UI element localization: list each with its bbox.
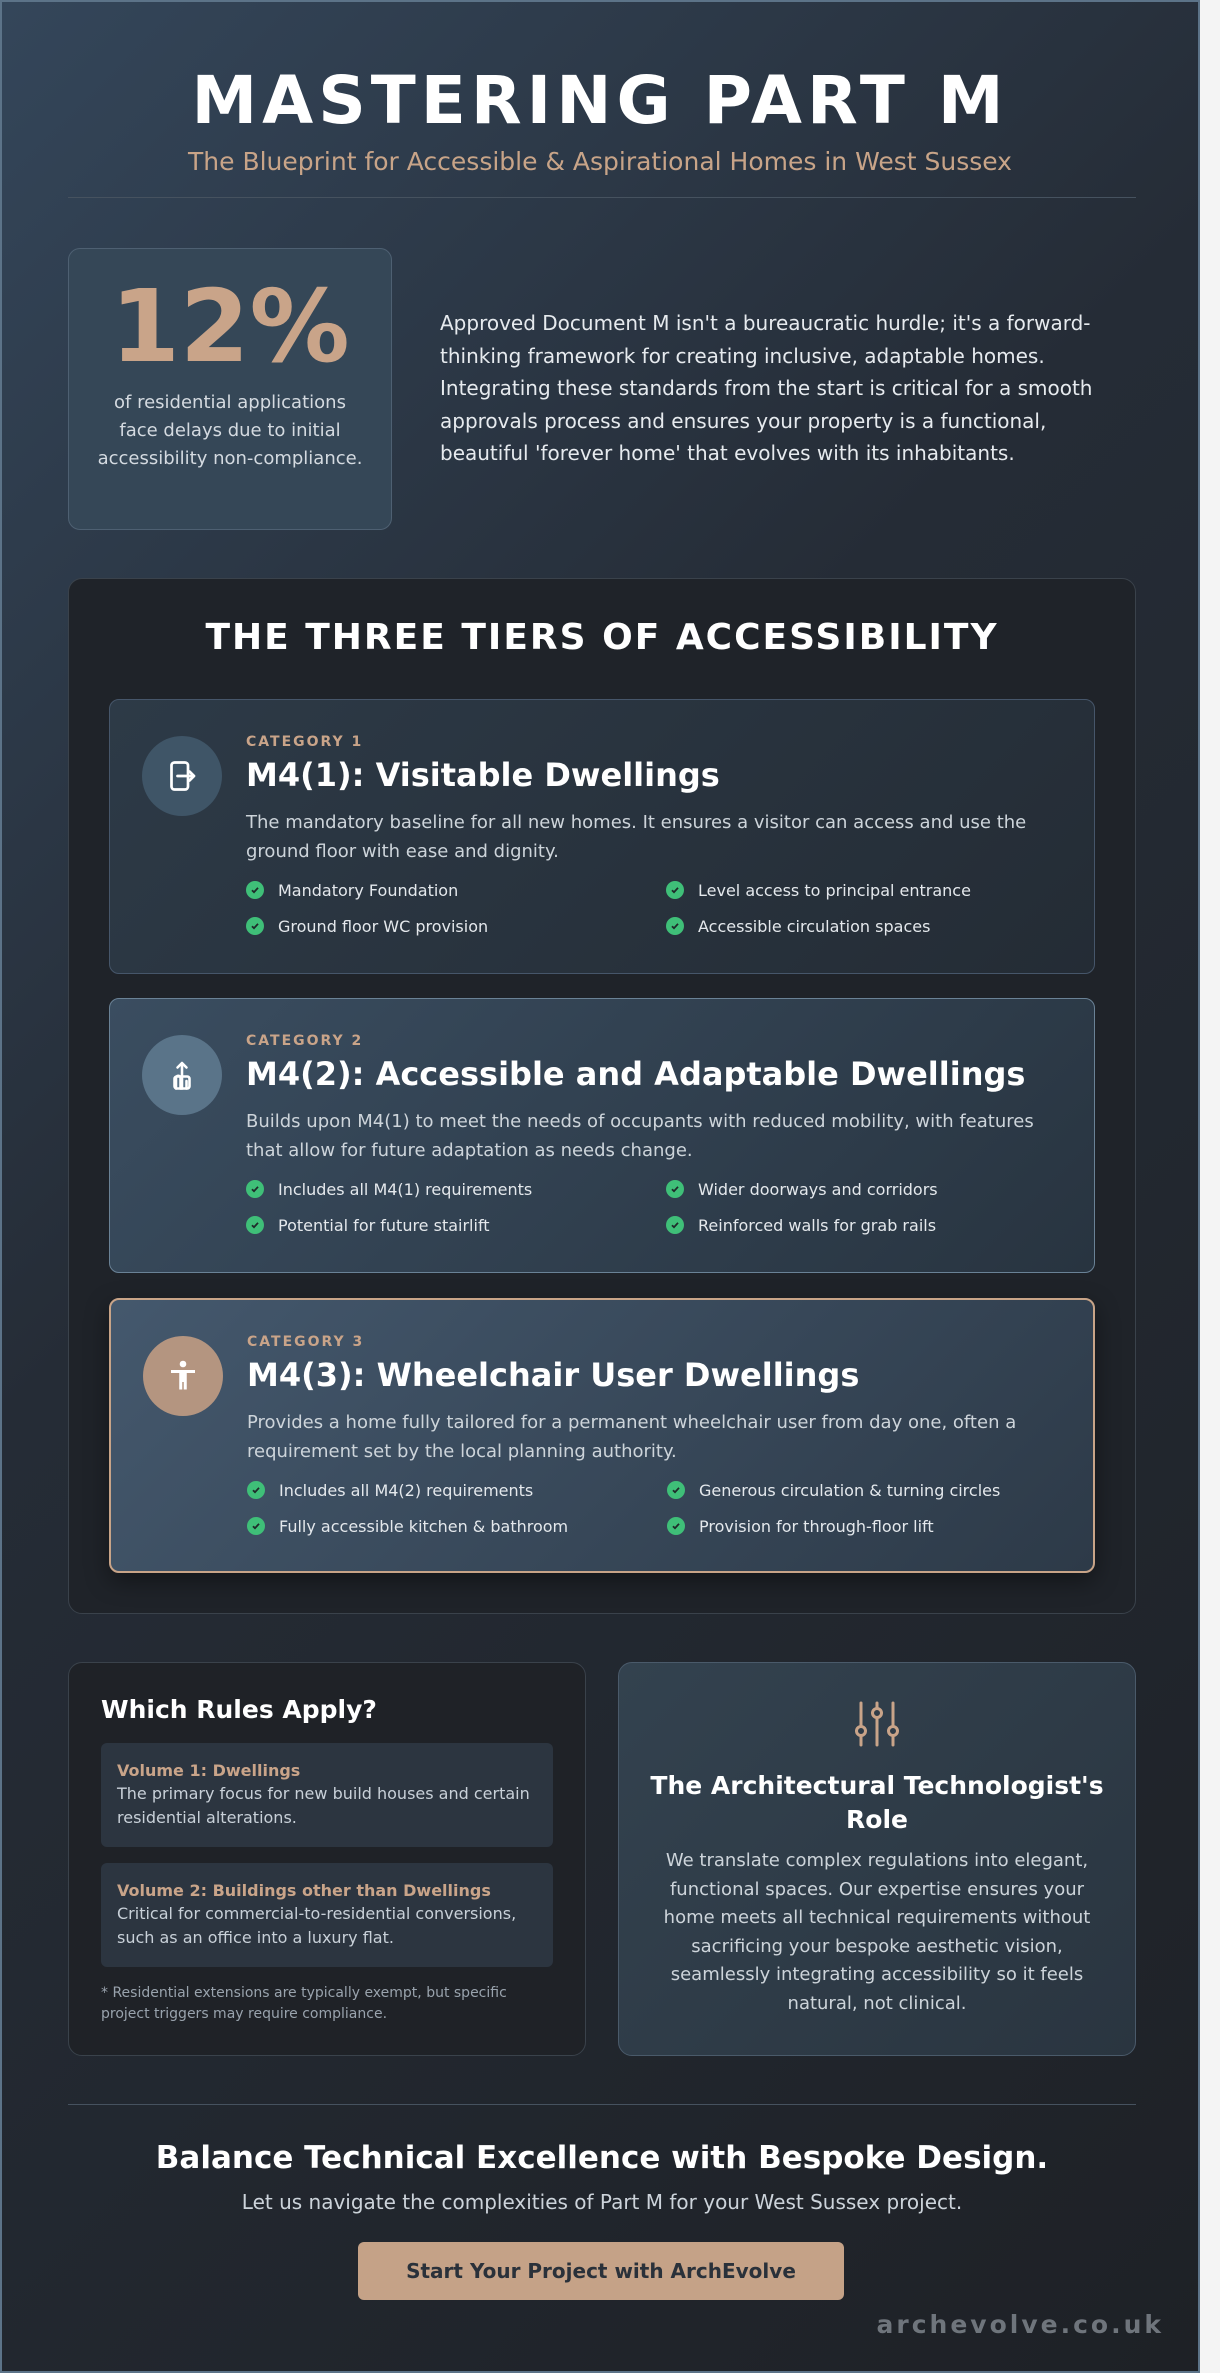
feature-item: Includes all M4(1) requirements	[246, 1177, 666, 1201]
tier-feature-list	[247, 1478, 1067, 1538]
check-icon	[666, 1216, 684, 1234]
role-text: We translate complex regulations into elegant, functional spaces. Our expertise ensures your home meets all technical requirements without sacrificing your bespoke aesthetic vision, seamlessly integrating accessibility so it feels natural, not clinical.	[663, 1850, 1091, 2014]
hand-pointer-icon	[142, 1035, 222, 1115]
tier-feature-list	[246, 1177, 1066, 1237]
page-title: MASTERING PART M	[191, 62, 1009, 139]
tier-description: Builds upon M4(1) to meet the needs of occupants with reduced mobility, with features that allow for future adaptation as needs change.	[246, 1111, 1034, 1161]
check-icon	[667, 1517, 685, 1535]
role-title: The Architectural Technologist's Role	[650, 1771, 1104, 1834]
role-card	[618, 1662, 1136, 2056]
check-icon	[247, 1517, 265, 1535]
tier-name: M4(2): Accessible and Adaptable Dwellings	[246, 1055, 1026, 1093]
feature-item: Includes all M4(2) requirements	[247, 1478, 667, 1502]
check-icon	[246, 1216, 264, 1234]
feature-item: Generous circulation & turning circles	[667, 1478, 1067, 1502]
footer-divider	[68, 2104, 1136, 2105]
tier-category: CATEGORY 3	[247, 1334, 365, 1350]
stat-card	[68, 248, 392, 530]
tier-card-2	[109, 998, 1095, 1273]
volume-text: Critical for commercial-to-residential conversions, such as an office into a luxury flat.	[117, 1904, 517, 1947]
volume-1-box	[101, 1743, 553, 1847]
feature-item: Provision for through-floor lift	[667, 1514, 1067, 1538]
header-divider	[68, 197, 1136, 198]
tier-name: M4(1): Visitable Dwellings	[246, 756, 720, 794]
check-icon	[666, 917, 684, 935]
volume-title: Volume 2: Buildings other than Dwellings	[117, 1881, 491, 1900]
cta-subtitle: Let us navigate the complexities of Part M for your West Sussex project.	[241, 2190, 963, 2214]
sliders-icon	[619, 1699, 1135, 1753]
tier-card-3	[109, 1298, 1095, 1573]
volume-text: The primary focus for new build houses and certain residential alterations.	[117, 1784, 530, 1827]
check-icon	[246, 917, 264, 935]
check-icon	[246, 1180, 264, 1198]
tier-feature-list	[246, 878, 1066, 938]
feature-item: Mandatory Foundation	[246, 878, 666, 902]
tier-category: CATEGORY 1	[246, 734, 364, 750]
feature-item: Accessible circulation spaces	[666, 914, 1066, 938]
tier-category: CATEGORY 2	[246, 1033, 364, 1049]
website-url[interactable]: archevolve.co.uk	[876, 2310, 1164, 2339]
check-icon	[667, 1481, 685, 1499]
rules-card	[68, 1662, 586, 2056]
check-icon	[247, 1481, 265, 1499]
header	[2, 2, 1198, 176]
volume-title: Volume 1: Dwellings	[117, 1761, 301, 1780]
tier-description: The mandatory baseline for all new homes. It ensures a visitor can access and use the ground floor with ease and dignity.	[246, 812, 1027, 862]
tier-name: M4(3): Wheelchair User Dwellings	[247, 1356, 860, 1394]
feature-item: Potential for future stairlift	[246, 1213, 666, 1237]
enter-door-icon	[142, 736, 222, 816]
rules-note: * Residential extensions are typically exempt, but specific project triggers may require compliance.	[101, 1985, 507, 2022]
feature-item: Fully accessible kitchen & bathroom	[247, 1514, 667, 1538]
stat-value: 12%	[110, 268, 350, 385]
rules-title: Which Rules Apply?	[101, 1695, 377, 1724]
volume-2-box	[101, 1863, 553, 1967]
start-project-button[interactable]: Start Your Project with ArchEvolve	[358, 2242, 844, 2300]
check-icon	[666, 881, 684, 899]
check-icon	[666, 1180, 684, 1198]
check-icon	[246, 881, 264, 899]
tiers-section	[68, 578, 1136, 1614]
tiers-title: THE THREE TIERS OF ACCESSIBILITY	[205, 617, 999, 658]
feature-item: Level access to principal entrance	[666, 878, 1066, 902]
intro-paragraph: Approved Document M isn't a bureaucratic hurdle; it's a forward-thinking framework for creating inclusive, adaptable homes. Integrating these standards from the start is critical for a smooth approvals process and ensures your property is a functional, beautiful 'forever home' that evolves with its inhabitants.	[440, 311, 1093, 465]
feature-item: Ground floor WC provision	[246, 914, 666, 938]
tier-description: Provides a home fully tailored for a permanent wheelchair user from day one, often a requirement set by the local planning authority.	[247, 1412, 1017, 1462]
tier-card-1	[109, 699, 1095, 974]
page-subtitle: The Blueprint for Accessible & Aspirational Homes in West Sussex	[188, 147, 1012, 176]
accessibility-person-icon	[143, 1336, 223, 1416]
feature-item: Reinforced walls for grab rails	[666, 1213, 1066, 1237]
cta-title: Balance Technical Excellence with Bespoke Design.	[155, 2140, 1049, 2176]
feature-item: Wider doorways and corridors	[666, 1177, 1066, 1201]
stat-description: of residential applications face delays due to initial accessibility non-compliance.	[97, 392, 363, 469]
